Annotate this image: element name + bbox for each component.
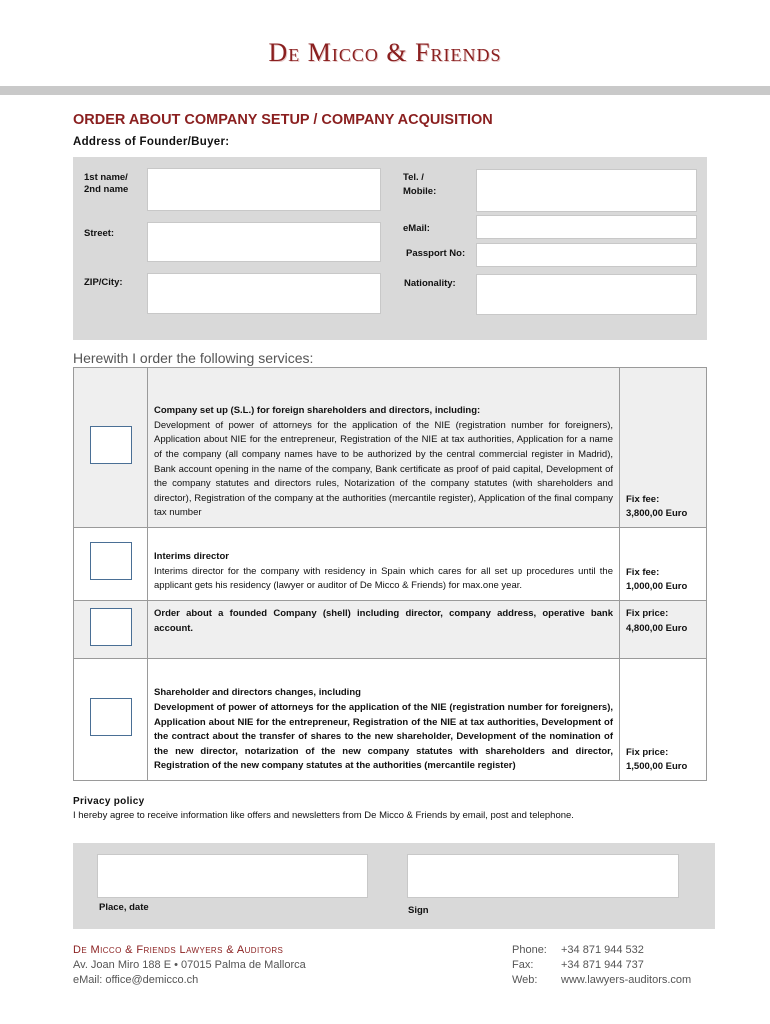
web-link[interactable]: www.lawyers-auditors.com bbox=[561, 974, 692, 986]
service-checkbox-cell bbox=[74, 368, 148, 528]
section-subtitle: Address of Founder/Buyer: bbox=[73, 136, 230, 148]
interims-director-checkbox[interactable] bbox=[90, 542, 132, 580]
address-panel bbox=[73, 157, 707, 340]
service-checkbox-cell bbox=[74, 601, 148, 659]
footer-address: Av. Joan Miro 188 E • 07015 Palma de Mallorca bbox=[73, 959, 306, 971]
service-row bbox=[74, 659, 707, 781]
street-label: Street: bbox=[84, 228, 115, 239]
place-date-label: Place, date bbox=[99, 902, 149, 913]
privacy-text: I hereby agree to receive information like offers and newsletters from De Micco & Friends by email, post and telephone. bbox=[73, 810, 574, 821]
company-logo: De Micco & Friends bbox=[268, 38, 502, 67]
service-title: Interims director bbox=[154, 551, 229, 563]
nationality-label: Nationality: bbox=[404, 278, 456, 289]
shareholder-changes-checkbox[interactable] bbox=[90, 698, 132, 736]
service-text: Interims director for the company with residency in Spain which cares for all set up procedures until the applicant gets his residency (lawyer or auditor of De Micco & Friends) for max.one year. bbox=[154, 565, 613, 592]
service-price: Fix fee: 3,800,00 Euro bbox=[620, 368, 707, 528]
company-setup-checkbox[interactable] bbox=[90, 426, 132, 464]
service-checkbox-cell bbox=[74, 659, 148, 781]
phone-label: Phone: bbox=[512, 944, 547, 956]
footer-company-name: De Micco & Friends Lawyers & Auditors bbox=[73, 944, 284, 956]
phone-value: +34 871 944 532 bbox=[561, 944, 644, 956]
service-title: Company set up (S.L.) for foreign shareholders and directors, including: bbox=[154, 405, 481, 417]
service-checkbox-cell bbox=[74, 528, 148, 601]
page-title: ORDER ABOUT COMPANY SETUP / COMPANY ACQUISITION bbox=[73, 112, 493, 128]
service-price: Fix price: 4,800,00 Euro bbox=[620, 601, 707, 659]
passport-label: Passport No: bbox=[406, 248, 466, 259]
footer-email: eMail: office@demicco.ch bbox=[73, 974, 199, 986]
tel-label: Tel. / Mobile: bbox=[403, 172, 437, 197]
service-title: Order about a founded Company (shell) including director, company address, operative bank account. bbox=[154, 608, 613, 634]
web-label: Web: bbox=[512, 974, 538, 986]
service-row bbox=[74, 601, 707, 659]
service-description bbox=[148, 368, 620, 528]
fax-label: Fax: bbox=[512, 959, 534, 971]
service-title: Shareholder and directors changes, including bbox=[154, 687, 361, 699]
signature-input[interactable] bbox=[407, 854, 679, 898]
service-row bbox=[74, 528, 707, 601]
signature-panel bbox=[73, 843, 715, 929]
service-row bbox=[74, 368, 707, 528]
services-heading: Herewith I order the following services: bbox=[73, 350, 314, 366]
name-input[interactable] bbox=[147, 168, 381, 211]
service-description bbox=[148, 601, 620, 659]
services-table bbox=[73, 367, 707, 781]
email-input[interactable] bbox=[476, 215, 697, 239]
privacy-title: Privacy policy bbox=[73, 796, 145, 807]
shell-company-checkbox[interactable] bbox=[90, 608, 132, 646]
header-divider bbox=[0, 86, 770, 95]
email-label: eMail: bbox=[403, 223, 430, 234]
tel-input[interactable] bbox=[476, 169, 697, 212]
service-description bbox=[148, 528, 620, 601]
zip-city-input[interactable] bbox=[147, 273, 381, 314]
place-date-input[interactable] bbox=[97, 854, 368, 898]
nationality-input[interactable] bbox=[476, 274, 697, 315]
fax-value: +34 871 944 737 bbox=[561, 959, 644, 971]
service-price: Fix price: 1,500,00 Euro bbox=[620, 659, 707, 781]
sign-label: Sign bbox=[408, 905, 429, 916]
service-text: Development of power of attorneys for the application of the NIE (registration number for foreigners), Application about NIE for the entrepreneur, Registration of the NIE at tax authorities, Application for a name of the company (all company names have to be authorized by the central commercial register in Madrid), Bank account opening in the name of the company, Bank certificate as proof of paid capital, Development of the company statutes and directors rules, Notarization of the company statutes (with shareholders and director), Registration of the company at the authorities (mercantile register), Application of the final company tax number bbox=[154, 419, 613, 519]
service-description bbox=[148, 659, 620, 781]
street-input[interactable] bbox=[147, 222, 381, 262]
name-label: 1st name/ 2nd name bbox=[84, 172, 129, 195]
service-price: Fix fee: 1,000,00 Euro bbox=[620, 528, 707, 601]
zip-city-label: ZIP/City: bbox=[84, 277, 123, 288]
passport-input[interactable] bbox=[476, 243, 697, 267]
service-text: Development of power of attorneys for the application of the NIE (registration number for foreigners), Application about NIE for the entrepreneur, Registration of the NIE at tax authorities, Development of the contract about the transfer of shares to the new shareholder, Development of the nomination of the new director, notarization of the new company statutes with shareholders and director, Registration of the new company statutes at the authorities (mercantile register) bbox=[154, 702, 613, 772]
